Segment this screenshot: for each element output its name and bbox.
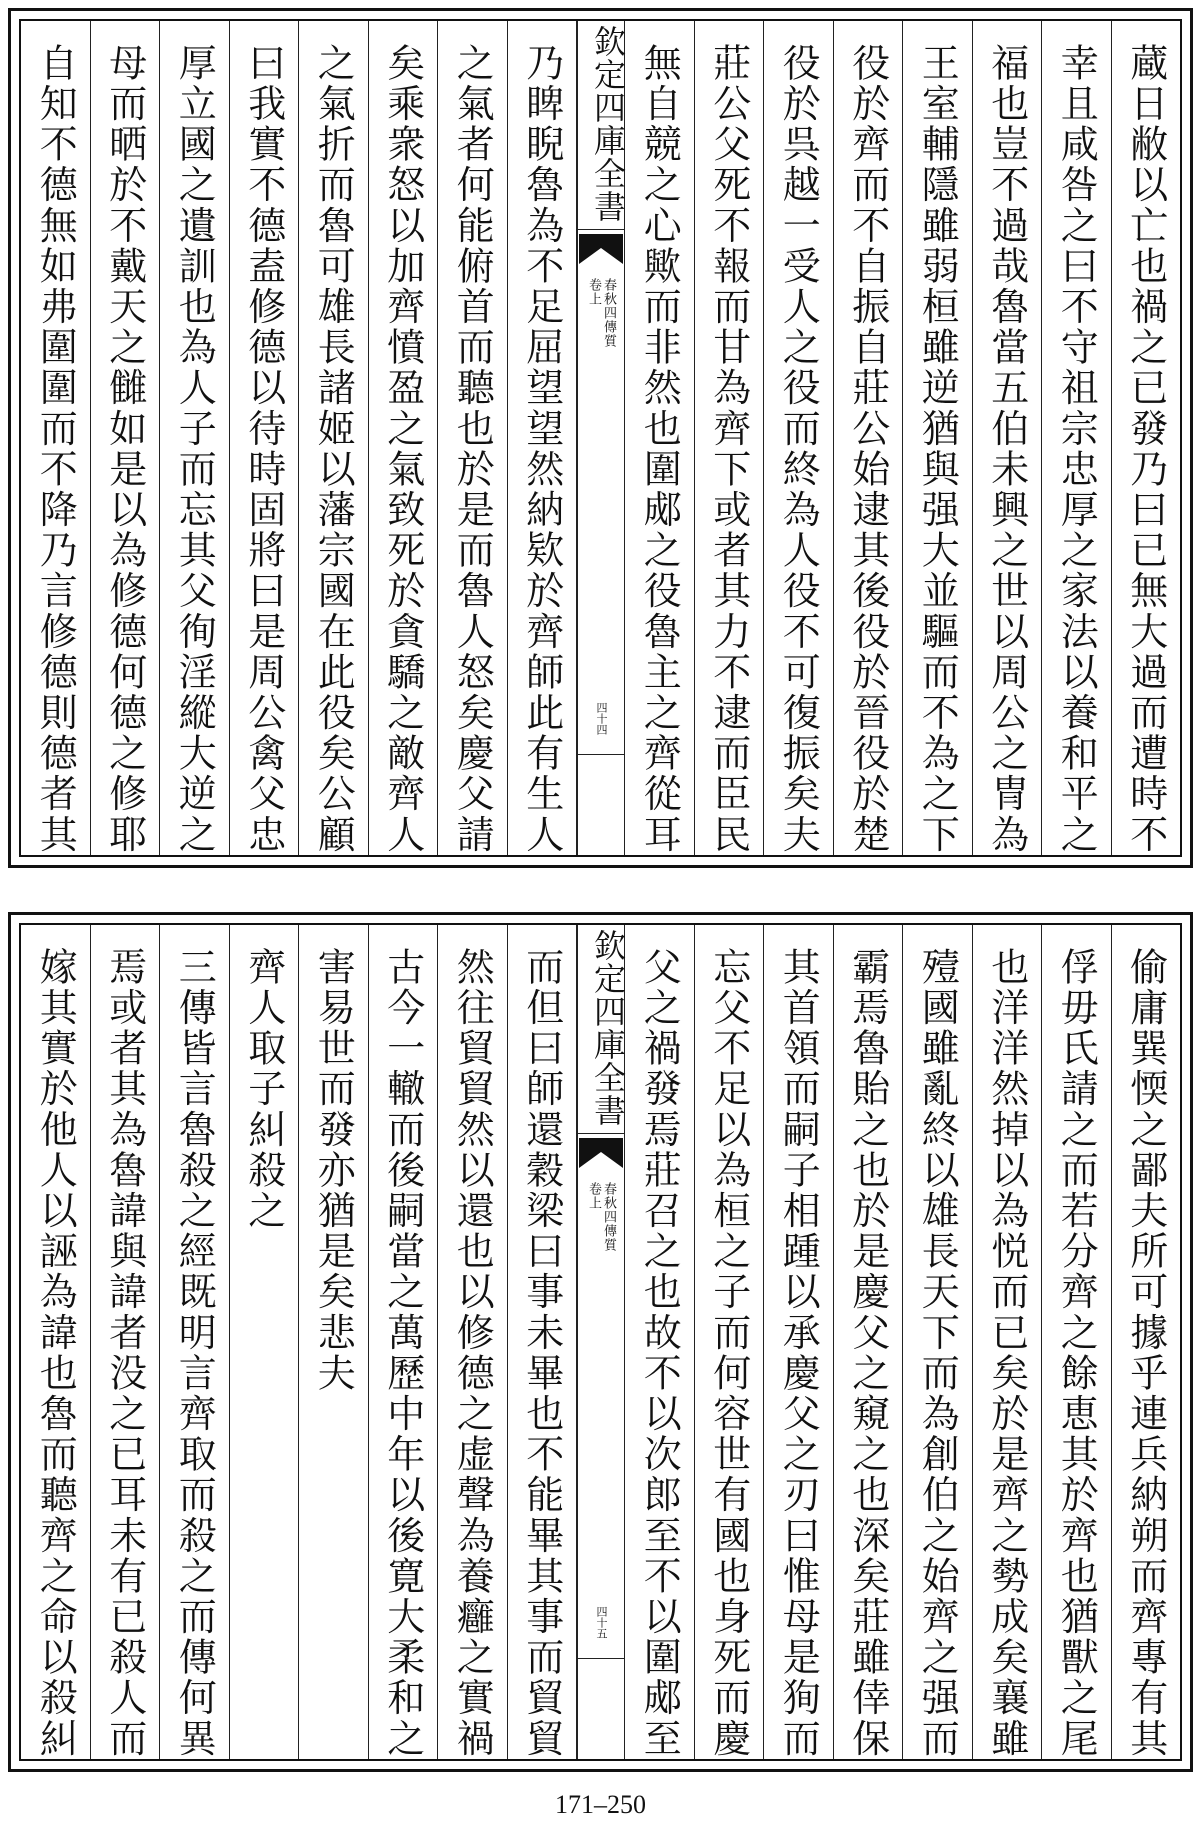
bottom-page <box>8 912 1193 1772</box>
text-column <box>438 925 508 1759</box>
column-text: 自知不德無如弗圍圍而不降乃言修德則德者其 <box>33 43 78 855</box>
text-column <box>299 925 369 1759</box>
text-column <box>1042 21 1112 855</box>
fishtail-ornament-icon <box>579 234 623 266</box>
column-text: 莊公父死不報而甘為齊下或者其力不逮而臣民 <box>706 43 751 855</box>
column-text: 然往貿貿然以還也以修德之虚聲為養癰之實禍 <box>450 947 495 1759</box>
text-column <box>369 21 439 855</box>
text-column <box>369 925 439 1759</box>
column-text: 也洋洋然掉以為悦而已矣於是齊之勢成矣襄雖 <box>984 947 1029 1759</box>
bottom-page-columns <box>21 925 1180 1759</box>
text-column <box>91 21 161 855</box>
text-column <box>903 925 973 1759</box>
center-fold-column <box>577 21 625 855</box>
text-column <box>1042 925 1112 1759</box>
column-text: 王室輔隱雖弱桓雖逆猶與强大並驅而不為之下 <box>915 43 960 855</box>
column-text: 役於呉越一受人之役而終為人役不可復振矣夫 <box>776 43 821 855</box>
text-column <box>625 925 695 1759</box>
text-column <box>21 21 91 855</box>
center-rule <box>578 754 624 755</box>
top-page <box>8 8 1193 868</box>
text-column <box>508 21 578 855</box>
column-text: 霸焉魯貽之也於是慶父之窺之也深矣莊雖倖保 <box>845 947 890 1759</box>
top-page-frame <box>19 19 1182 857</box>
column-text: 而但曰師還穀梁曰事未畢也不能畢其事而貿貿 <box>519 947 564 1759</box>
bottom-page-frame <box>19 923 1182 1761</box>
text-column <box>903 21 973 855</box>
text-column <box>508 925 578 1759</box>
column-text: 福也豈不過哉魯當五伯未興之世以周公之冑為 <box>984 43 1029 855</box>
center-fold-column <box>577 925 625 1759</box>
text-column <box>764 925 834 1759</box>
column-text: 曰我實不德盍修德以待時固將曰是周公禽父忠 <box>241 43 286 855</box>
volume-label: 卷上 <box>586 278 601 306</box>
column-text: 害易世而發亦猶是矣悲夫 <box>311 947 356 1394</box>
text-column <box>230 925 300 1759</box>
column-text: 古今一轍而後嗣當之萬歷中年以後寛大柔和之 <box>380 947 425 1759</box>
text-column <box>973 21 1043 855</box>
column-text: 乃睥睨魯為不足屈望望然納欵於齊師此有生人 <box>519 43 564 855</box>
book-title: 欽定四庫全書 <box>578 25 624 230</box>
column-text: 無自競之心歟而非然也圍郕之役魯主之齊從耳 <box>637 43 682 855</box>
column-text: 父之禍發焉莊召之也故不以次郎至不以圍郕至 <box>637 947 682 1759</box>
work-title: 春秋四傳質 <box>601 1182 616 1252</box>
volume-info <box>587 278 615 348</box>
volume-label: 卷上 <box>586 1182 601 1210</box>
top-page-columns <box>21 21 1180 855</box>
text-column <box>834 21 904 855</box>
scan-page-number: 171–250 <box>555 1790 646 1819</box>
text-column <box>1112 925 1181 1759</box>
text-column <box>625 21 695 855</box>
column-text: 幸且咸咎之曰不守祖宗忠厚之家法以養和平之 <box>1054 43 1099 855</box>
column-text: 母而晒於不戴天之雠如是以為修德何德之修耶 <box>102 43 147 855</box>
text-column <box>21 925 91 1759</box>
column-text: 忘父不足以為桓之子而何容世有國也身死而慶 <box>706 947 751 1759</box>
column-text: 之氣者何能俯首而聽也於是而魯人怒矣慶父請 <box>450 43 495 855</box>
text-column <box>1112 21 1181 855</box>
text-column <box>973 925 1043 1759</box>
column-text: 蔵日敝以亡也禍之已發乃曰已無大過而遭時不 <box>1123 43 1168 855</box>
column-text: 殪國雖亂終以雄長天下而為創伯之始齊之强而 <box>915 947 960 1759</box>
fishtail-ornament-icon <box>579 1138 623 1170</box>
column-text: 三傳皆言魯殺之經既明言齊取而殺之而傳何異 <box>172 947 217 1759</box>
text-column <box>230 21 300 855</box>
page-number: 四十五 <box>595 1606 608 1639</box>
page-number: 四十四 <box>595 702 608 735</box>
text-column <box>160 925 230 1759</box>
text-column <box>834 925 904 1759</box>
column-text: 之氣折而魯可雄長諸姬以藩宗國在此役矣公顧 <box>311 43 356 855</box>
text-column <box>91 925 161 1759</box>
center-rule <box>578 1658 624 1659</box>
volume-info <box>587 1182 615 1252</box>
column-text: 齊人取子糾殺之 <box>241 947 286 1232</box>
column-text: 役於齊而不自振自莊公始逮其後役於晉役於楚 <box>845 43 890 855</box>
column-text: 其首領而嗣子相踵以承慶父之刃曰惟母是狥而 <box>776 947 821 1759</box>
column-text: 矣乘衆怒以加齊憤盈之氣致死於貪驕之敵齊人 <box>380 43 425 855</box>
text-column <box>438 21 508 855</box>
column-text: 俘毋氏請之而若分齊之餘恵其於齊也猶獸之尾 <box>1054 947 1099 1759</box>
text-column <box>695 925 765 1759</box>
text-column <box>695 21 765 855</box>
text-column <box>299 21 369 855</box>
column-text: 嫁其實於他人以誣為諱也魯而聽齊之命以殺糾 <box>33 947 78 1759</box>
book-title: 欽定四庫全書 <box>578 929 624 1134</box>
column-text: 焉或者其為魯諱與諱者没之已耳未有已殺人而 <box>102 947 147 1759</box>
column-text: 偷庸巽愞之鄙夫所可據乎連兵納朔而齊專有其 <box>1123 947 1168 1759</box>
work-title: 春秋四傳質 <box>601 278 616 348</box>
text-column <box>764 21 834 855</box>
text-column <box>160 21 230 855</box>
column-text: 厚立國之遺訓也為人子而忘其父徇淫縱大逆之 <box>172 43 217 855</box>
